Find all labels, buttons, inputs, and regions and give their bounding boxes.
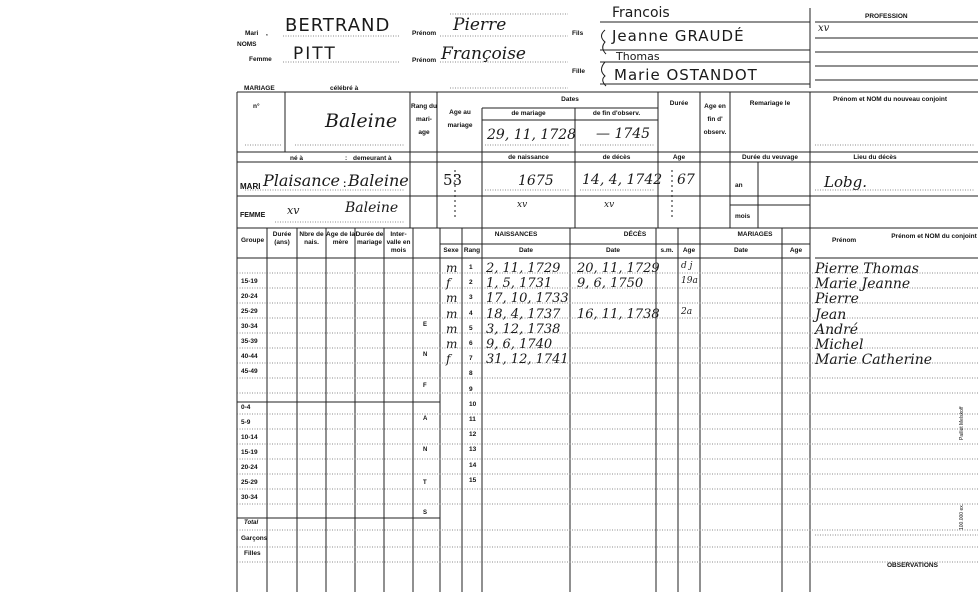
noms-label: NOMS	[237, 41, 257, 48]
child-death-age: 2a	[681, 306, 693, 317]
lieu-deces-label: Lieu du décès	[853, 154, 897, 161]
rank-number: 5	[469, 324, 473, 332]
child-birth-date: 2, 11, 1729	[486, 261, 561, 276]
side-text-print-run: 100.000 ex.	[959, 503, 965, 530]
en-label: an	[735, 182, 743, 189]
age-fin-label: Age en fin d' observ.	[703, 103, 727, 136]
femme-ne: xv	[287, 204, 300, 217]
age-group-label: 5-9	[241, 419, 251, 426]
child-sexe: f	[446, 352, 451, 367]
femme-naissance: xv	[517, 200, 528, 210]
child-birth-date: 17, 10, 1733	[486, 291, 569, 307]
child-birth-date: 1, 5, 1731	[486, 276, 553, 292]
mari-demeurant: Baleine	[348, 171, 409, 190]
age-mariage-label: Age au mariage	[447, 109, 473, 129]
nouveau-conjoint-label: Prénom et NOM du nouveau conjoint	[832, 96, 948, 103]
fils-1: Francois	[612, 5, 670, 21]
child-prenom: Marie Catherine	[815, 352, 933, 369]
total-label: Total	[244, 520, 259, 526]
rank-number: 12	[469, 431, 477, 439]
mari-deces: 14, 4, 1742	[582, 172, 663, 188]
child-birth-date: 3, 12, 1738	[486, 321, 561, 337]
mariage-date-label: Date	[733, 247, 749, 254]
age-group-label: 10-14	[241, 434, 258, 441]
rank-number: 9	[469, 385, 473, 393]
child-sexe: m	[446, 261, 458, 275]
rank-number: 4	[469, 309, 473, 317]
mari-row-label: MARI	[240, 182, 261, 191]
mari-prenom: Pierre	[453, 15, 507, 35]
garcons-label: Garçons	[241, 535, 268, 542]
age-group-label: 20-24	[241, 293, 258, 300]
groupe-label: Groupe	[241, 237, 265, 244]
child-sexe: m	[446, 321, 458, 336]
rank-number: 15	[469, 476, 477, 484]
ne-a-label: né à	[290, 155, 304, 162]
vertical-letter: A	[423, 416, 428, 422]
age-group-label: 25-29	[241, 479, 258, 486]
rang-label: Rang	[463, 247, 481, 254]
side-text-publisher: Paillet Melskoff	[959, 406, 965, 440]
no-label: n°	[253, 103, 260, 110]
rank-number: 8	[469, 370, 473, 378]
child-sexe: f	[446, 276, 451, 291]
child-birth-date: 9, 6, 1740	[486, 337, 553, 352]
child-sexe: m	[446, 337, 458, 351]
rank-number: 3	[469, 294, 473, 302]
child-prenom: Pierre	[815, 291, 859, 308]
mariage-place: Baleine	[325, 110, 398, 132]
mari-ne: Plaisance	[263, 171, 341, 190]
child-death-age: d j	[681, 261, 693, 271]
nbre-nais-label: Nbre de nais.	[299, 231, 324, 246]
age-group-label: 15-19	[241, 278, 258, 285]
rank-number: 1	[469, 264, 473, 271]
mois-label: mois	[735, 213, 751, 220]
age-col-label: Age	[672, 154, 686, 161]
deces-label: DÉCÈS	[623, 231, 647, 238]
child-prenom: Michel	[815, 337, 864, 353]
age-group-label: 45-49	[241, 368, 258, 375]
naissance-date-label: Date	[518, 247, 534, 254]
fille-1: Thomas	[616, 50, 660, 63]
femme-prenom: Françoise	[441, 44, 526, 64]
child-death-age: 19a	[681, 276, 698, 287]
age-group-label: 15-19	[241, 449, 258, 456]
child-sexe: m	[446, 306, 458, 321]
femme-deces: xv	[604, 200, 615, 210]
femme-name: PITT	[293, 44, 337, 64]
age-group-label: 35-39	[241, 338, 258, 345]
observations-label: OBSERVATIONS	[887, 562, 938, 569]
age-group-label: 0-4	[241, 404, 251, 411]
rank-number: 7	[469, 355, 473, 363]
age-group-label: 40-44	[241, 353, 258, 360]
demeurant-label: demeurant à	[353, 155, 392, 162]
rank-number: 2	[469, 279, 473, 287]
mari-age-deces: 67	[677, 172, 695, 188]
mari-age-mariage: 53	[443, 171, 463, 189]
naissances-label: NAISSANCES	[494, 231, 538, 238]
child-prenom: Marie Jeanne	[815, 276, 911, 293]
prenom-nom-conjoint-label: Prénom et NOM du conjoint	[891, 233, 977, 240]
rank-number: 14	[469, 461, 477, 469]
child-death-date: 20, 11, 1729	[577, 261, 660, 276]
child-sexe: m	[446, 291, 458, 306]
fils-2: Jeanne GRAUDÉ	[612, 27, 745, 45]
rank-number: 6	[469, 340, 473, 347]
de-mariage-label: de mariage	[511, 110, 546, 117]
rank-number: 13	[469, 446, 477, 454]
child-death-date: 16, 11, 1738	[577, 306, 660, 322]
femme-demeurant: Baleine	[345, 200, 399, 216]
profession-label: PROFESSION	[865, 13, 908, 20]
vertical-letter: N	[423, 352, 428, 358]
mari-label: Mari	[245, 30, 259, 37]
fils-label: Fils	[572, 30, 584, 37]
child-prenom: Pierre Thomas	[815, 261, 919, 277]
deces-age-label: Age	[682, 247, 696, 254]
rank-number: 11	[469, 416, 476, 423]
vertical-letter: F	[423, 383, 427, 389]
intervalle-label: Inter- valle en mois	[386, 231, 411, 254]
femme-row-label: FEMME	[240, 212, 266, 219]
rang-mariage-label: Rang du mari- age	[411, 103, 437, 136]
mariage-age-label: Age	[789, 247, 803, 254]
vertical-letter: E	[423, 322, 428, 328]
mari-lieu-deces: Lobg.	[824, 173, 867, 191]
filles-label: Filles	[244, 550, 261, 557]
mari-naissance: 1675	[518, 173, 554, 189]
duree-label: Durée	[669, 100, 689, 107]
sexe-label: Sexe	[443, 247, 459, 254]
prenom-femme-label: Prénom	[412, 57, 437, 64]
prenom-enfant-label: Prénom	[832, 237, 857, 244]
fille-label: Fille	[572, 68, 586, 75]
duree-veuvage-label: Durée du veuvage	[742, 154, 798, 161]
child-birth-date: 31, 12, 1741	[486, 352, 569, 368]
age-group-label: 25-29	[241, 308, 258, 315]
vertical-letter: S	[423, 510, 428, 516]
child-birth-date: 18, 4, 1737	[486, 306, 561, 322]
celebre-label: célébré à	[330, 85, 359, 92]
deces-date-label: Date	[605, 247, 621, 254]
dates-label: Dates	[561, 96, 579, 103]
age-group-label: 20-24	[241, 464, 258, 471]
duree-ans-label: Durée (ans)	[272, 231, 292, 246]
age-group-label: 30-34	[241, 323, 258, 330]
rank-number: 10	[469, 400, 477, 408]
profession-value: xv	[818, 23, 830, 34]
femme-label: Femme	[249, 56, 272, 63]
child-death-date: 9, 6, 1750	[577, 276, 644, 292]
date-mariage: 29, 11, 1728	[487, 127, 577, 143]
duree-mariage-label: Durée de mariage	[355, 231, 384, 246]
remariage-label: Remariage le	[749, 100, 791, 107]
sm-label: s.m.	[660, 247, 674, 254]
fin-observ-label: de fin d'observ.	[592, 110, 641, 117]
fille-2: Marie OSTANDOT	[614, 66, 758, 84]
vertical-letter: T	[423, 480, 427, 486]
child-prenom: André	[815, 321, 859, 338]
child-prenom: Jean	[815, 306, 847, 323]
naissance-label: de naissance	[508, 154, 549, 161]
age-group-label: 30-34	[241, 494, 258, 501]
vertical-letter: N	[423, 447, 428, 453]
age-mere-label: Age de la mère	[326, 231, 355, 246]
date-fin-observ: — 1745	[596, 126, 651, 142]
prenom-mari-label: Prénom	[412, 30, 437, 37]
mariage-title: MARIAGE	[244, 85, 275, 92]
mari-name: BERTRAND	[285, 15, 391, 36]
deces-col-label: de décès	[602, 154, 631, 161]
mariages-label: MARIAGES	[737, 231, 773, 238]
